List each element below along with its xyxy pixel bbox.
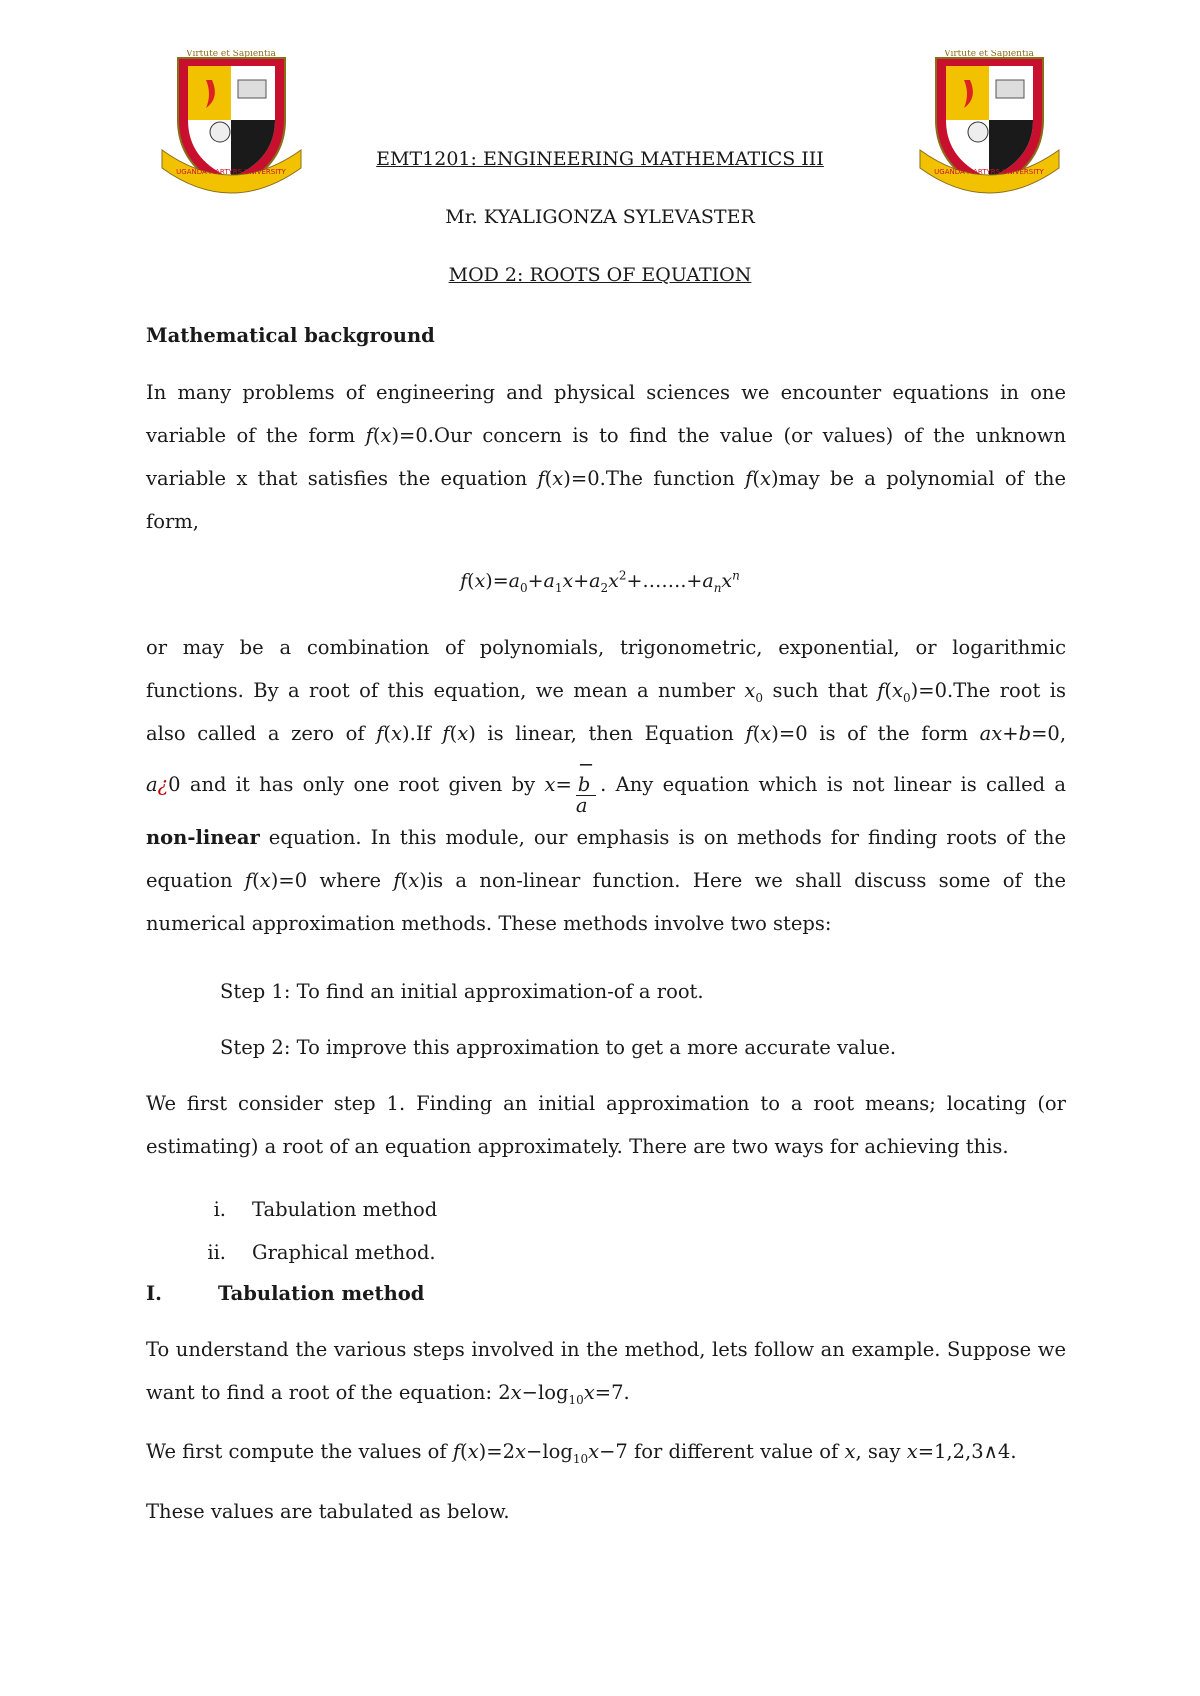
paragraph-roots: or may be a combination of polynomials, trigonometric, exponential, or logarithmic functions. By a root of this equation, we mean a number $x_0$ such that $f(x_0)=0.The$ root is also called a zero of f(x).If f(x) is linear, then Equation f(x)=0 is of the form ax+b=0, a¿0 and it has only one root given by x= − b a . Any equation which is not linear is called a non-linear equation. In this module, our emphasis is on methods for finding roots of the equation f(x)=0 where f(x)is a non-linear function. Here we shall discuss some of the numerical approximation methods. These methods involve two steps: [146, 636, 1067, 935]
subsection-heading: I. Tabulation method [146, 1282, 425, 1305]
svg-text:Virtute et Sapientia: Virtute et Sapientia [944, 50, 1034, 59]
svg-text:UGANDA MARTYRS UNIVERSITY: UGANDA MARTYRS UNIVERSITY [176, 168, 286, 176]
module-title: MOD 2: ROOTS OF EQUATION [448, 264, 752, 286]
svg-text:Virtute et Sapientia: Virtute et Sapientia [186, 50, 276, 59]
university-crest-left [160, 50, 303, 195]
step-2: Step 2: To improve this approximation to get a more accurate value. [220, 1036, 897, 1059]
methods-list [146, 1188, 1066, 1274]
course-title: EMT1201: ENGINEERING MATHEMATICS III [376, 148, 824, 170]
section-heading: Mathematical background [146, 324, 435, 347]
polynomial-formula: $f(x)=a_0+a_1x+a_2x^2+\dots\dots.+a_nx^n$ [460, 568, 740, 595]
lecturer-name: Mr. KYALIGONZA SYLEVASTER [445, 206, 755, 228]
list-item: i. Tabulation method [213, 1198, 438, 1221]
paragraph-compute: We first compute the values of $f(x)=2x-\log_{10}x-7$ for different value of x, say x=1,2,3∧4. [146, 1440, 1017, 1466]
list-item: ii. Graphical method. [207, 1241, 436, 1264]
paragraph-tabulated: These values are tabulated as below. [146, 1500, 510, 1523]
step-1: Step 1: To find an initial approximation-of a root. [220, 980, 704, 1003]
paragraph-tabulation: To understand the various steps involved in the method, lets follow an example. Suppose we want to find a root of the equation: $2x-\log_{10}x=7$. [146, 1338, 1066, 1407]
paragraph-step1: We first consider step 1. Finding an initial approximation to a root means; locating (or estimating) a root of an equation approximately. There are two ways for achieving this. [146, 1092, 1066, 1158]
svg-text:UGANDA MARTYRS UNIVERSITY: UGANDA MARTYRS UNIVERSITY [934, 168, 1044, 176]
paragraph-intro: In many problems of engineering and physical sciences we encounter equations in one variable of the form f(x)=0.Our concern is to find the value (or values) of the unknown variable x that satisfies the equation f(x)=0.The function f(x)may be a polynomial of the form, [146, 381, 1067, 533]
university-crest-right [918, 50, 1061, 195]
